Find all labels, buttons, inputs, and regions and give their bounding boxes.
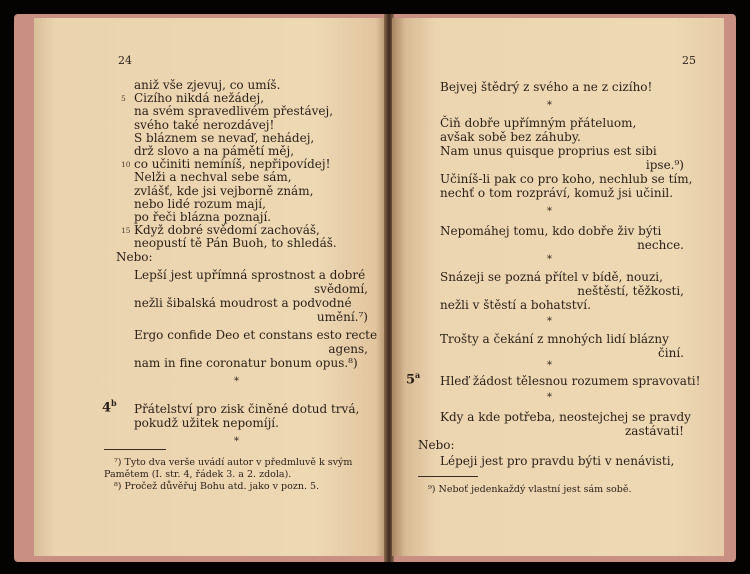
text-line: zastávati! — [624, 424, 684, 438]
section-divider-star: * — [234, 376, 239, 387]
right-page — [392, 18, 724, 556]
page-number: 25 — [682, 54, 696, 67]
text-line: Lépeji jest pro pravdu býti v nenávisti, — [440, 454, 675, 468]
footnote-7: ⁷) Tyto dva verše uvádí autor v předmluvě k svým — [114, 457, 353, 468]
poem-line: neopustí tě Pán Buoh, to shledáš. — [134, 236, 337, 251]
section-divider-star: * — [547, 254, 552, 265]
poem-line: S bláznem se nevaď, nehádej, — [134, 130, 315, 145]
section-divider-star: * — [547, 100, 552, 111]
text-line: umění.⁷) — [316, 310, 368, 324]
poem-line: drž slovo a na pámětí měj, — [134, 144, 295, 158]
left-page — [34, 18, 386, 556]
section-divider-star: * — [234, 436, 239, 447]
footnote-rule — [418, 476, 478, 477]
poem-line: nebo lidé rozum mají, — [134, 196, 266, 211]
text-line: Bejvej štědrý z svého a ne z cizího! — [440, 80, 653, 94]
section-divider-star: * — [547, 206, 552, 217]
text-line: Snázeji se pozná přítel v bídě, nouzi, — [440, 270, 663, 284]
line-number: 5 — [121, 94, 126, 104]
section-divider-star: * — [547, 392, 552, 403]
text-line: nechce. — [637, 238, 684, 252]
text-line: ipse.⁹) — [645, 158, 684, 172]
page-number: 24 — [118, 54, 132, 67]
text-line: činí. — [658, 346, 684, 360]
open-book — [14, 14, 736, 562]
text-line: Nepomáhej tomu, kdo dobře živ býti — [440, 224, 662, 238]
poem-line: Když dobré svědomí zachováš, — [134, 223, 320, 238]
footnote-7-cont: Pamětem (I. str. 4, řádek 3. a 2. zdola). — [104, 469, 292, 480]
text-line: nam in fine coronatur bonum opus.⁸) — [134, 356, 358, 370]
poem-line: aniž vše zjevuj, co umíš. — [134, 78, 281, 92]
poem-line: Nelži a nechval sebe sám, — [134, 170, 292, 185]
poem-line: Cizího nikdá nežádej, — [134, 91, 265, 106]
text-line: Lepší jest upřímná sprostnost a dobré — [134, 268, 366, 282]
text-line: avšak sobě bez záhuby. — [440, 130, 581, 144]
poem-line: co učiniti nemíníš, nepřipovídej! — [134, 157, 331, 172]
text-line: Čiň dobře upřímným přáteluom, — [440, 116, 637, 130]
section-divider-star: * — [547, 360, 552, 371]
text-line: nežli v štěstí a bohatství. — [440, 298, 591, 312]
text-line: Hleď žádost tělesnou rozumem spravovati! — [440, 374, 701, 388]
section-mark: 5$^a$ — [406, 370, 421, 388]
section-divider-star: * — [547, 316, 552, 327]
nebo-label: Nebo: — [116, 250, 153, 264]
text-line: neštěstí, těžkosti, — [577, 284, 684, 298]
poem-line: po řeči blázna poznají. — [134, 210, 272, 224]
text-line: Nam unus quisque proprius est sibi — [440, 144, 657, 158]
text-line: nežli šibalská moudrost a podvodné — [134, 296, 352, 310]
line-number: 15 — [121, 226, 131, 236]
footnote-9: ⁹) Neboť jedenkaždý vlastní jest sám sobě. — [428, 484, 632, 495]
text-line: nechť o tom rozpráví, komuž jsi učinil. — [440, 186, 674, 200]
text-line: svědomí, — [314, 282, 368, 296]
text-line: Kdy a kde potřeba, neostejchej se pravdy — [440, 410, 691, 424]
section-mark: 4$^b$ — [102, 398, 117, 416]
text-line: Přátelství pro zisk činěné dotud trvá, — [134, 402, 360, 416]
text-line: Trošty a čekání z mnohých lidí blázny — [440, 332, 669, 346]
footnote-rule — [104, 449, 166, 450]
poem-line: zvlášť, kde jsi vejborně znám, — [134, 183, 314, 198]
text-line: Ergo confide Deo et constans esto recte — [134, 328, 378, 342]
text-line: Učiníš-li pak co pro koho, nechlub se tím, — [440, 172, 693, 186]
line-number: 10 — [121, 160, 131, 170]
poem-line: svého také nerozdávej! — [134, 117, 275, 132]
text-line: pokudž užitek nepomíjí. — [134, 416, 279, 430]
poem-line: na svém spravedlivém přestávej, — [134, 104, 334, 119]
nebo-label: Nebo: — [418, 438, 455, 452]
footnote-8: ⁸) Pročež důvěřuj Bohu atd. jako v pozn. 5. — [114, 481, 320, 492]
text-line: agens, — [328, 342, 368, 356]
